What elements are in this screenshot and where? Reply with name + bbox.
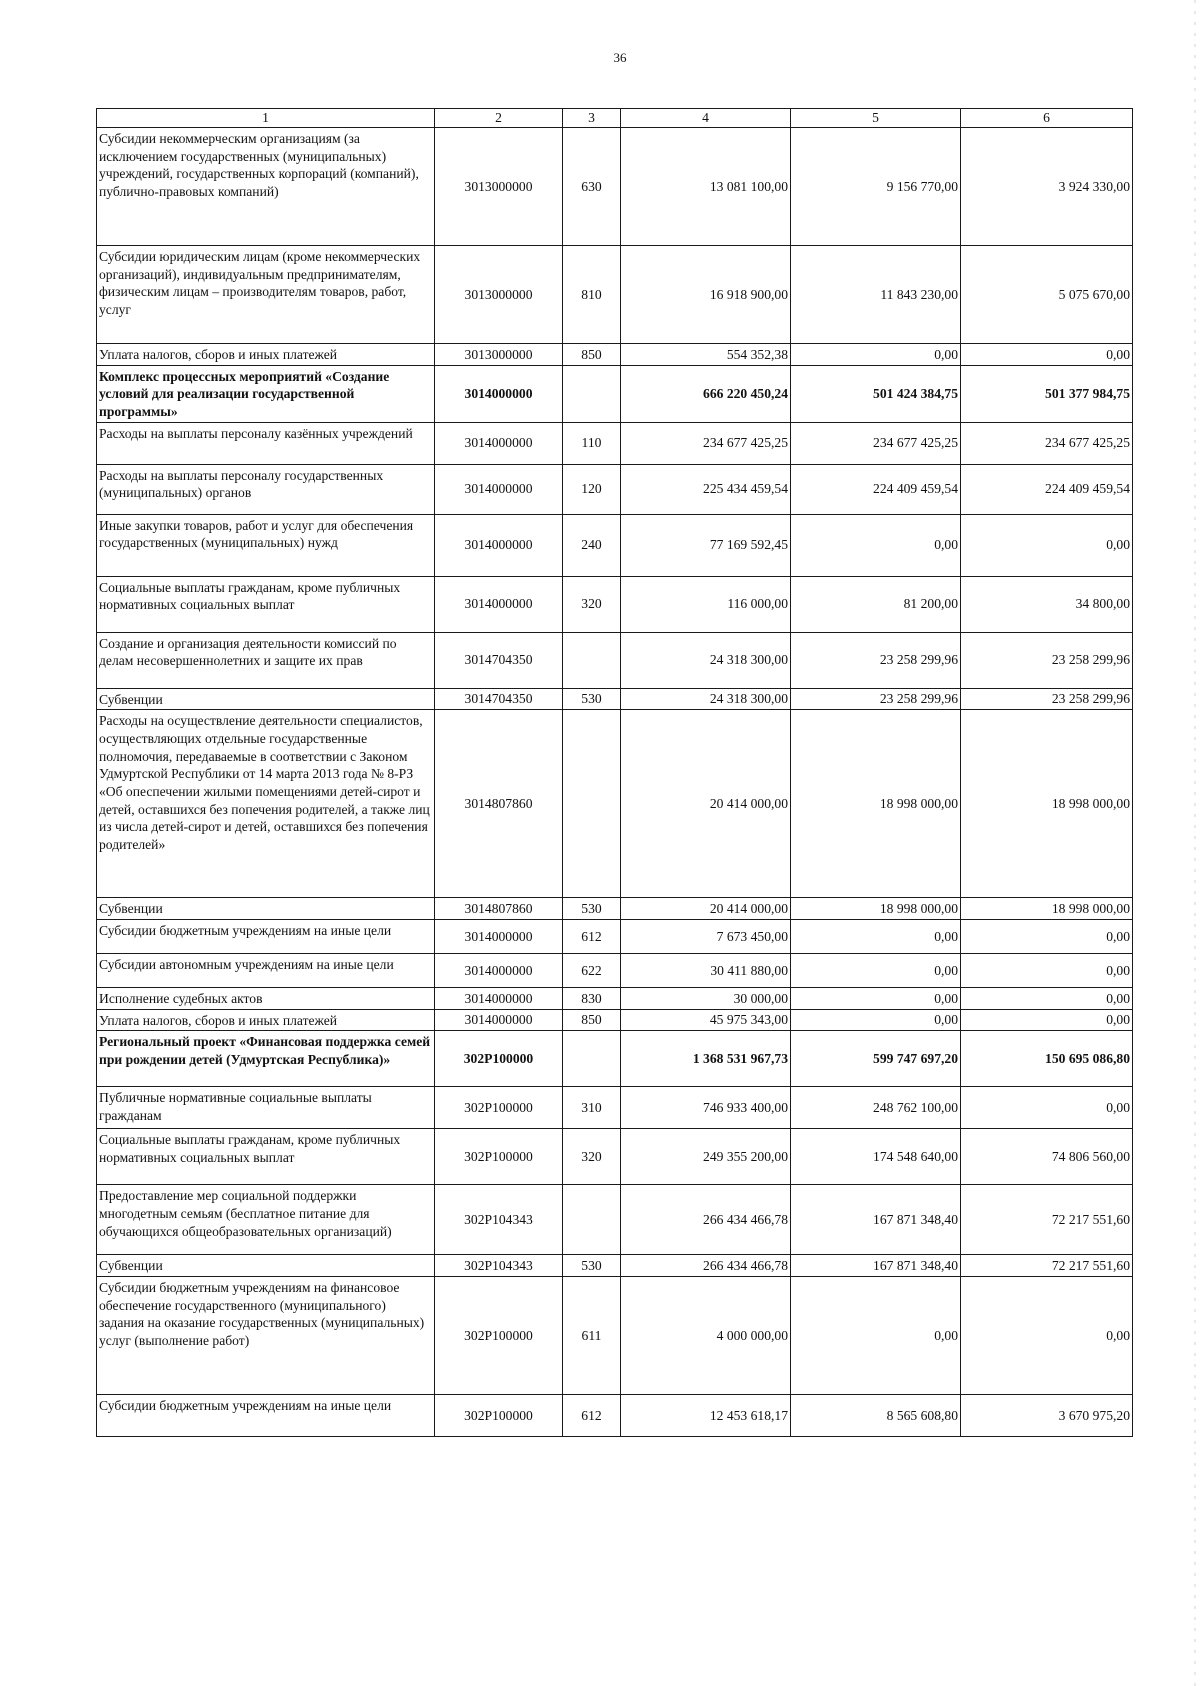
cell-amount-col4: 13 081 100,00 [621,128,791,246]
cell-amount-col4: 116 000,00 [621,576,791,632]
cell-amount-col4: 24 318 300,00 [621,632,791,688]
cell-expense-type: 320 [563,576,621,632]
table-row [97,1129,1133,1185]
cell-amount-col4: 24 318 300,00 [621,688,791,710]
cell-amount-col6: 0,00 [961,344,1133,366]
cell-code: 302P100000 [435,1087,563,1129]
cell-code: 3014000000 [435,988,563,1010]
table-row [97,464,1133,514]
cell-expense-type [563,365,621,422]
cell-code: 302P104343 [435,1185,563,1255]
cell-name: Субвенции [97,688,435,710]
cell-amount-col6: 501 377 984,75 [961,365,1133,422]
cell-code: 3013000000 [435,344,563,366]
header-col-1: 1 [97,109,435,128]
cell-expense-type: 612 [563,1395,621,1437]
cell-name: Субсидии юридическим лицам (кроме некоммерческих организаций), индивидуальным предпринимателям, физическим лицам – производителям товаров, работ, услуг [97,246,435,344]
budget-table [96,108,1133,1437]
cell-code: 3014807860 [435,710,563,898]
cell-amount-col6: 74 806 560,00 [961,1129,1133,1185]
cell-code: 3014000000 [435,422,563,464]
cell-code: 3014000000 [435,920,563,954]
cell-code: 302P100000 [435,1129,563,1185]
cell-code: 302P100000 [435,1031,563,1087]
cell-amount-col4: 30 000,00 [621,988,791,1010]
cell-code: 302P100000 [435,1277,563,1395]
cell-amount-col6: 0,00 [961,1277,1133,1395]
cell-name: Комплекс процессных мероприятий «Создание условий для реализации государственной программы» [97,365,435,422]
cell-amount-col4: 266 434 466,78 [621,1255,791,1277]
cell-name: Публичные нормативные социальные выплаты гражданам [97,1087,435,1129]
table-row [97,688,1133,710]
cell-expense-type: 630 [563,128,621,246]
cell-amount-col4: 225 434 459,54 [621,464,791,514]
table-row [97,1185,1133,1255]
cell-expense-type: 320 [563,1129,621,1185]
cell-expense-type: 530 [563,1255,621,1277]
cell-amount-col6: 234 677 425,25 [961,422,1133,464]
cell-name: Расходы на выплаты персоналу казённых учреждений [97,422,435,464]
cell-amount-col6: 72 217 551,60 [961,1185,1133,1255]
table-header-row [97,109,1133,128]
cell-name: Создание и организация деятельности комиссий по делам несовершеннолетних и защите их прав [97,632,435,688]
cell-name: Исполнение судебных актов [97,988,435,1010]
cell-amount-col4: 16 918 900,00 [621,246,791,344]
page-number: 36 [613,50,627,65]
table-row [97,1277,1133,1395]
cell-amount-col6: 23 258 299,96 [961,632,1133,688]
table-row [97,1087,1133,1129]
cell-amount-col6: 3 670 975,20 [961,1395,1133,1437]
cell-amount-col5: 501 424 384,75 [791,365,961,422]
cell-expense-type: 850 [563,344,621,366]
cell-amount-col4: 266 434 466,78 [621,1185,791,1255]
cell-amount-col6: 18 998 000,00 [961,898,1133,920]
cell-amount-col4: 30 411 880,00 [621,954,791,988]
cell-expense-type: 622 [563,954,621,988]
cell-expense-type [563,632,621,688]
cell-amount-col5: 0,00 [791,514,961,576]
cell-name: Социальные выплаты гражданам, кроме публичных нормативных социальных выплат [97,1129,435,1185]
cell-amount-col6: 0,00 [961,920,1133,954]
cell-name: Субсидии бюджетным учреждениям на финансовое обеспечение государственного (муниципального) задания на оказание государственных (муниципальных) услуг (выполнение работ) [97,1277,435,1395]
table-row [97,632,1133,688]
cell-amount-col4: 746 933 400,00 [621,1087,791,1129]
cell-expense-type: 120 [563,464,621,514]
cell-amount-col6: 0,00 [961,988,1133,1010]
cell-amount-col5: 23 258 299,96 [791,688,961,710]
cell-amount-col6: 5 075 670,00 [961,246,1133,344]
cell-amount-col6: 150 695 086,80 [961,1031,1133,1087]
cell-amount-col4: 249 355 200,00 [621,1129,791,1185]
cell-expense-type: 240 [563,514,621,576]
cell-amount-col6: 23 258 299,96 [961,688,1133,710]
cell-name: Расходы на осуществление деятельности специалистов, осуществляющих отдельные государственные полномочия, передаваемые в соответствии с Законом Удмуртской Республики от 14 марта 2013 года № 8-РЗ «Об опеспечении жилыми помещениями детей-сирот и детей, оставшихся без попечения родителей, а также лиц из числа детей-сирот и детей, оставшихся без попечения родителей» [97,710,435,898]
cell-amount-col5: 234 677 425,25 [791,422,961,464]
cell-name: Субвенции [97,1255,435,1277]
cell-code: 3014000000 [435,576,563,632]
cell-expense-type [563,1185,621,1255]
cell-amount-col5: 11 843 230,00 [791,246,961,344]
cell-amount-col4: 7 673 450,00 [621,920,791,954]
cell-expense-type: 611 [563,1277,621,1395]
cell-name: Иные закупки товаров, работ и услуг для обеспечения государственных (муниципальных) нужд [97,514,435,576]
cell-name: Субсидии бюджетным учреждениям на иные цели [97,1395,435,1437]
cell-amount-col5: 174 548 640,00 [791,1129,961,1185]
table-row [97,710,1133,898]
cell-amount-col5: 0,00 [791,344,961,366]
table-row [97,576,1133,632]
table-row [97,1009,1133,1031]
cell-code: 3014704350 [435,632,563,688]
table-row [97,344,1133,366]
table-row [97,514,1133,576]
cell-name: Предоставление мер социальной поддержки многодетным семьям (бесплатное питание для обучающихся общеобразовательных организаций) [97,1185,435,1255]
header-col-6: 6 [961,109,1133,128]
cell-name: Субсидии бюджетным учреждениям на иные цели [97,920,435,954]
header-col-3: 3 [563,109,621,128]
cell-amount-col5: 167 871 348,40 [791,1185,961,1255]
cell-amount-col5: 81 200,00 [791,576,961,632]
cell-amount-col4: 1 368 531 967,73 [621,1031,791,1087]
cell-expense-type [563,710,621,898]
cell-name: Субсидии автономным учреждениям на иные цели [97,954,435,988]
cell-expense-type [563,1031,621,1087]
cell-name: Субвенции [97,898,435,920]
table-row [97,1255,1133,1277]
table-row [97,898,1133,920]
cell-amount-col6: 3 924 330,00 [961,128,1133,246]
cell-code: 3014000000 [435,954,563,988]
cell-code: 3013000000 [435,128,563,246]
cell-amount-col5: 18 998 000,00 [791,898,961,920]
cell-code: 3013000000 [435,246,563,344]
cell-name: Субсидии некоммерческим организациям (за исключением государственных (муниципальных) учреждений, государственных корпораций (компаний), публично-правовых компаний) [97,128,435,246]
cell-amount-col6: 224 409 459,54 [961,464,1133,514]
cell-amount-col5: 0,00 [791,954,961,988]
cell-amount-col4: 12 453 618,17 [621,1395,791,1437]
cell-amount-col4: 666 220 450,24 [621,365,791,422]
cell-name: Уплата налогов, сборов и иных платежей [97,344,435,366]
table-row [97,954,1133,988]
cell-amount-col5: 9 156 770,00 [791,128,961,246]
cell-amount-col4: 45 975 343,00 [621,1009,791,1031]
cell-amount-col5: 0,00 [791,920,961,954]
table-row [97,1395,1133,1437]
cell-expense-type: 612 [563,920,621,954]
cell-amount-col5: 0,00 [791,1277,961,1395]
cell-name: Уплата налогов, сборов и иных платежей [97,1009,435,1031]
table-row [97,422,1133,464]
cell-expense-type: 530 [563,688,621,710]
cell-code: 302P100000 [435,1395,563,1437]
cell-code: 3014807860 [435,898,563,920]
cell-code: 3014000000 [435,365,563,422]
cell-code: 3014704350 [435,688,563,710]
cell-amount-col5: 18 998 000,00 [791,710,961,898]
cell-expense-type: 530 [563,898,621,920]
cell-amount-col6: 18 998 000,00 [961,710,1133,898]
cell-expense-type: 110 [563,422,621,464]
cell-amount-col5: 8 565 608,80 [791,1395,961,1437]
cell-amount-col5: 224 409 459,54 [791,464,961,514]
cell-amount-col4: 20 414 000,00 [621,710,791,898]
header-col-4: 4 [621,109,791,128]
table-row [97,365,1133,422]
cell-amount-col5: 0,00 [791,988,961,1010]
table-row [97,1031,1133,1087]
header-col-5: 5 [791,109,961,128]
cell-name: Социальные выплаты гражданам, кроме публичных нормативных социальных выплат [97,576,435,632]
cell-code: 302P104343 [435,1255,563,1277]
cell-amount-col6: 0,00 [961,514,1133,576]
cell-amount-col4: 554 352,38 [621,344,791,366]
cell-name: Расходы на выплаты персоналу государственных (муниципальных) органов [97,464,435,514]
cell-amount-col4: 77 169 592,45 [621,514,791,576]
cell-amount-col5: 248 762 100,00 [791,1087,961,1129]
cell-amount-col4: 20 414 000,00 [621,898,791,920]
cell-name: Региональный проект «Финансовая поддержка семей при рождении детей (Удмуртская Республика)» [97,1031,435,1087]
cell-amount-col4: 234 677 425,25 [621,422,791,464]
table-row [97,920,1133,954]
cell-amount-col6: 0,00 [961,954,1133,988]
cell-amount-col6: 34 800,00 [961,576,1133,632]
cell-amount-col6: 0,00 [961,1087,1133,1129]
table-row [97,246,1133,344]
cell-code: 3014000000 [435,1009,563,1031]
cell-amount-col5: 167 871 348,40 [791,1255,961,1277]
cell-amount-col6: 72 217 551,60 [961,1255,1133,1277]
cell-amount-col4: 4 000 000,00 [621,1277,791,1395]
cell-amount-col5: 0,00 [791,1009,961,1031]
cell-code: 3014000000 [435,464,563,514]
cell-expense-type: 830 [563,988,621,1010]
cell-expense-type: 850 [563,1009,621,1031]
cell-amount-col5: 599 747 697,20 [791,1031,961,1087]
cell-code: 3014000000 [435,514,563,576]
cell-amount-col6: 0,00 [961,1009,1133,1031]
table-row [97,128,1133,246]
cell-expense-type: 810 [563,246,621,344]
cell-amount-col5: 23 258 299,96 [791,632,961,688]
table-row [97,988,1133,1010]
header-col-2: 2 [435,109,563,128]
cell-expense-type: 310 [563,1087,621,1129]
table-body [97,128,1133,1437]
scan-edge-artifact [1194,0,1196,1686]
